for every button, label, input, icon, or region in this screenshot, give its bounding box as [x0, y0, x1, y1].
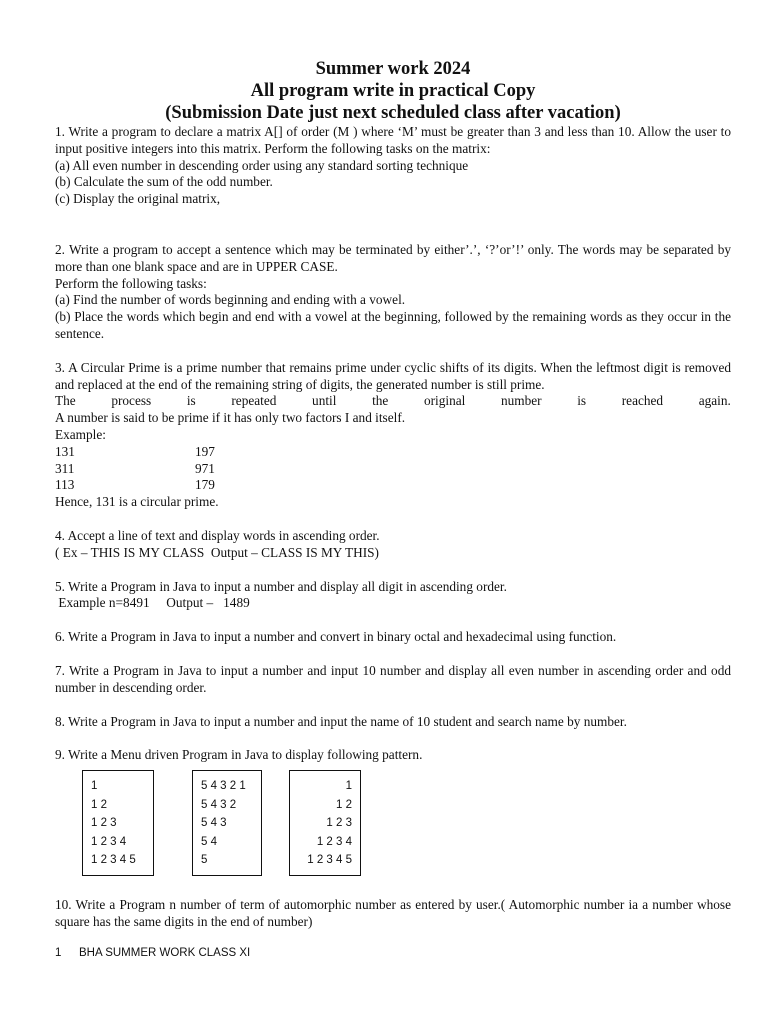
- spacer: [55, 612, 731, 629]
- question-3-spread-line: [55, 393, 731, 410]
- pattern-line: 1 2 3 4: [316, 835, 352, 848]
- example-row: [55, 477, 731, 494]
- spread-word: the: [372, 393, 389, 409]
- spacer: [55, 880, 731, 897]
- question-2: 2. Write a program to accept a sentence which may be terminated by either’.’, ‘?’or’!’ only. The words may be separated by more than one blank space and are in UPPER CASE.: [55, 241, 731, 274]
- question-2-part-b: (b) Place the words which begin and end with a vowel at the beginning, followed by the remaining words as they occur in the sentence.: [55, 309, 731, 341]
- question-1-part-b: (b) Calculate the sum of the odd number.: [55, 174, 273, 190]
- pattern-line: 1 2: [336, 798, 352, 811]
- pattern-line: 1 2: [91, 798, 107, 811]
- doc-title-line2: All program write in practical Copy: [250, 81, 536, 101]
- question-2-part-a: (a) Find the number of words beginning and ending with a vowel.: [55, 292, 406, 308]
- question-1-part-c: (c) Display the original matrix,: [55, 191, 221, 207]
- question-4-example: ( Ex – THIS IS MY CLASS Output – CLASS IS MY THIS): [55, 544, 379, 560]
- spread-word: is: [577, 393, 587, 409]
- example-right: 971: [195, 460, 215, 476]
- spread-word: reached: [621, 393, 664, 409]
- page-footer: [55, 947, 250, 959]
- question-5-example: Example n=8491 Output – 1489: [55, 595, 250, 611]
- pattern-line: 1 2 3 4 5: [307, 854, 352, 867]
- spread-word: original: [423, 393, 466, 409]
- pattern-line: 5 4 3 2: [201, 798, 237, 811]
- question-6: 6. Write a Program in Java to input a number and convert in binary octal and hexadecimal using function.: [55, 629, 617, 645]
- example-row: [55, 461, 731, 478]
- question-8: 8. Write a Program in Java to input a number and input the name of 10 student and search name by number.: [55, 713, 627, 729]
- pattern-line: 5 4 3 2 1: [201, 780, 246, 793]
- example-right: 179: [195, 477, 215, 493]
- doc-title-line1: Summer work 2024: [315, 59, 471, 79]
- question-10: 10. Write a Program n number of term of automorphic number as entered by user.( Automorphic number ia a number whose square has the same digits in the end of number): [55, 897, 731, 929]
- spread-word: repeated: [231, 393, 277, 409]
- example-left: 311: [55, 460, 75, 476]
- footer-label: BHA SUMMER WORK CLASS XI: [79, 947, 251, 959]
- spacer: [55, 511, 731, 528]
- pattern-box-3: [289, 770, 361, 876]
- question-7: 7. Write a Program in Java to input a number and input 10 number and display all even number in ascending order and odd number in descending order.: [55, 662, 731, 695]
- spacer: [55, 562, 731, 579]
- pattern-line: 5 4 3: [201, 817, 227, 830]
- spread-word: process: [111, 393, 152, 409]
- spacer: [55, 208, 731, 242]
- question-3-prime-definition: A number is said to be prime if it has only two factors I and itself.: [55, 410, 406, 426]
- example-right: 197: [195, 443, 215, 459]
- spacer: [55, 646, 731, 663]
- spread-word: The: [55, 393, 76, 409]
- pattern-line: 5: [201, 854, 208, 867]
- spread-word: number: [500, 393, 542, 409]
- question-2-perform: Perform the following tasks:: [55, 275, 207, 291]
- pattern-line: 1: [91, 780, 98, 793]
- pattern-line: 1: [345, 780, 352, 793]
- pattern-boxes: [55, 770, 731, 880]
- question-3-conclusion: Hence, 131 is a circular prime.: [55, 494, 219, 510]
- document-page: [55, 58, 731, 931]
- pattern-box-1: [82, 770, 154, 876]
- pattern-line: 1 2 3: [326, 817, 352, 830]
- pattern-box-2: [192, 770, 262, 876]
- question-3: 3. A Circular Prime is a prime number that remains prime under cyclic shifts of its digits. When the leftmost digit is removed and replaced at the end of the remaining string of digits, the generated number is still prime.: [55, 359, 731, 392]
- question-1-part-a: (a) All even number in descending order using any standard sorting technique: [55, 157, 469, 173]
- spacer: [55, 697, 731, 714]
- pattern-line: 1 2 3: [91, 817, 117, 830]
- question-3-example-label: Example:: [55, 426, 106, 442]
- pattern-line: 1 2 3 4: [91, 835, 127, 848]
- question-4: 4. Accept a line of text and display words in ascending order.: [55, 527, 380, 543]
- doc-title-line3: (Submission Date just next scheduled class after vacation): [165, 103, 621, 123]
- pattern-line: 1 2 3 4 5: [91, 854, 136, 867]
- spread-word: is: [186, 393, 196, 409]
- example-left: 113: [55, 477, 75, 493]
- example-row: [55, 444, 731, 461]
- question-9: 9. Write a Menu driven Program in Java to display following pattern.: [55, 747, 423, 763]
- spread-word: again.: [698, 393, 731, 409]
- page-number: 1: [55, 947, 62, 959]
- spacer: [55, 343, 731, 360]
- question-5: 5. Write a Program in Java to input a number and display all digit in ascending order.: [55, 578, 507, 594]
- pattern-line: 5 4: [201, 835, 217, 848]
- spacer: [55, 730, 731, 747]
- example-left: 131: [55, 443, 75, 459]
- question-1: 1. Write a program to declare a matrix A[] of order (M ) where ‘M’ must be greater than 3 and less than 10. Allow the user to input positive integers into this matrix. Perform the following tasks on the matrix:: [55, 124, 731, 156]
- spread-word: until: [312, 393, 337, 409]
